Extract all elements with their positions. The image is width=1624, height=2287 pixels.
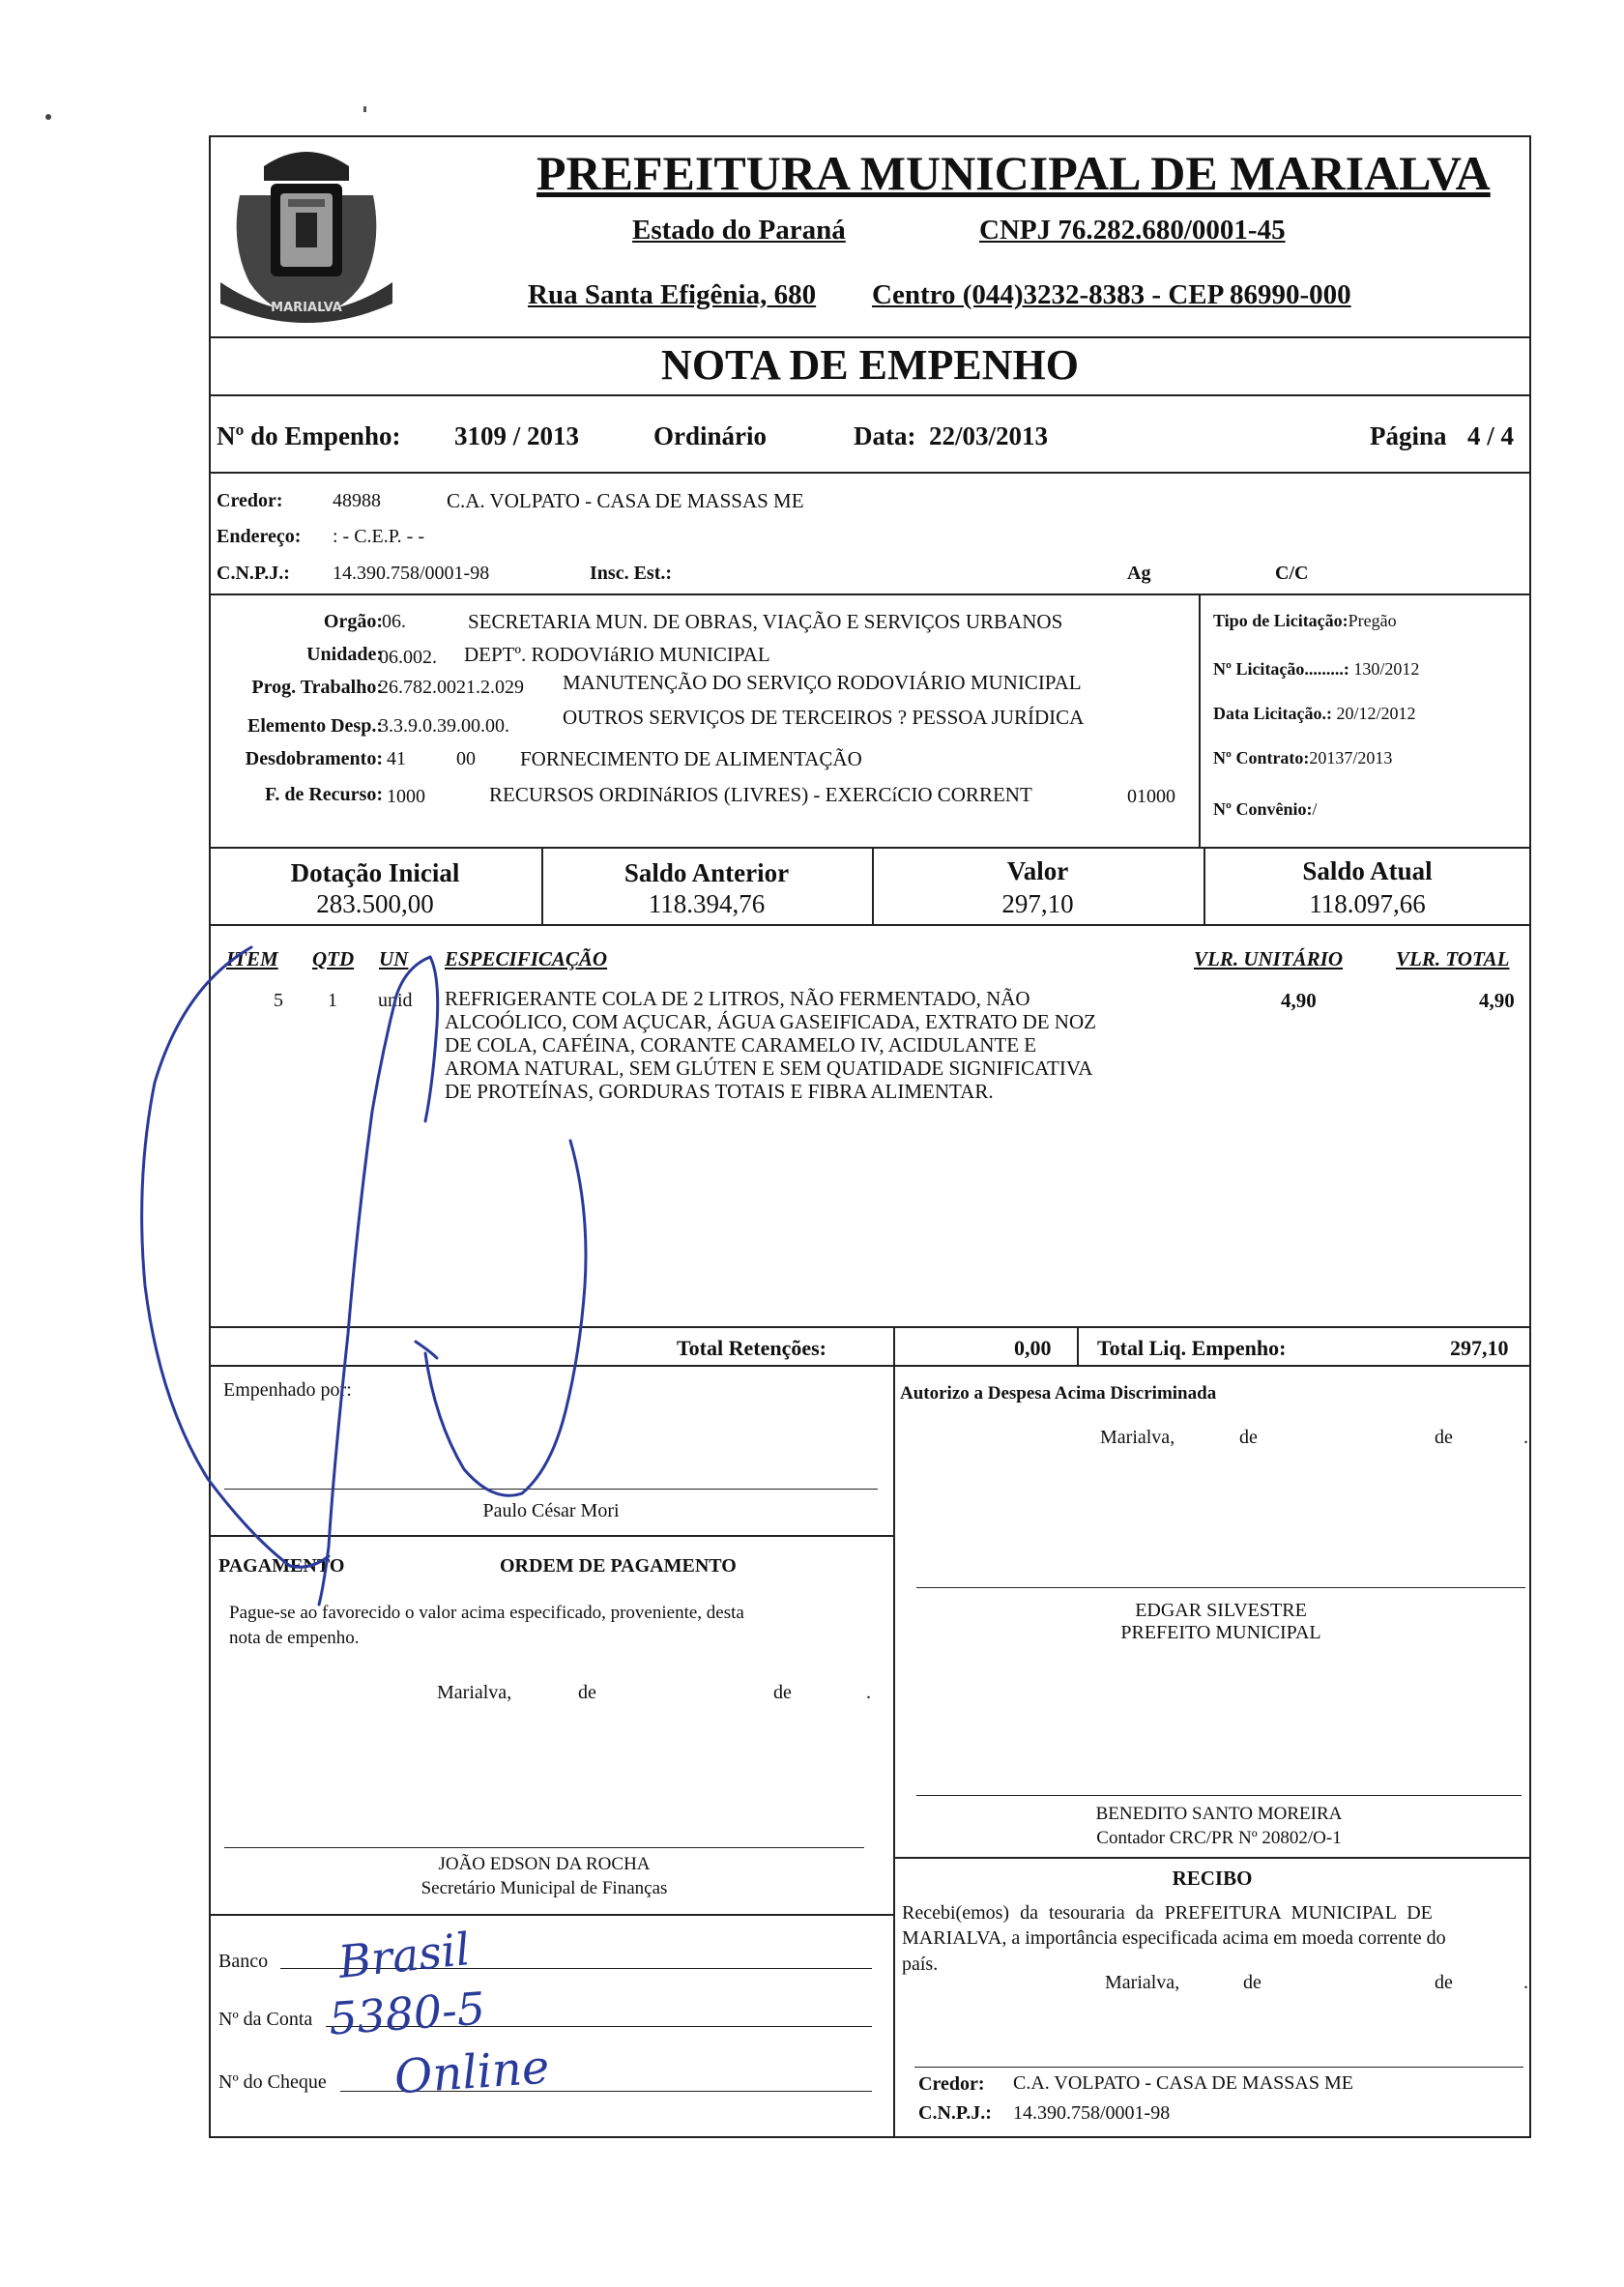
recibo-dot: .	[1523, 1972, 1528, 1993]
item-desc-line: DE COLA, CAFÉINA, CORANTE CARAMELO IV, ACIDULANTE E	[445, 1033, 1037, 1057]
page-label: Página	[1370, 421, 1447, 450]
handwritten-cheque: Online	[392, 2040, 552, 2105]
autorizo-city: Marialva,	[1100, 1427, 1175, 1448]
recibo-line2: MARIALVA, a importância especificada acima em moeda corrente do	[902, 1927, 1446, 1949]
item-qtd: 1	[328, 990, 337, 1011]
cnpj-label: C.N.P.J.:	[217, 563, 290, 584]
prog-trabalho-label: Prog. Trabalho:	[251, 677, 383, 698]
col-header-qtd: QTD	[312, 947, 355, 970]
recibo-de1: de	[1243, 1972, 1262, 1993]
desdobramento-code1: 41	[387, 748, 406, 769]
pagamento-text-line1: Pague-se ao favorecido o valor acima especificado, proveniente, desta	[229, 1603, 744, 1623]
total-retencoes-label: Total Retenções:	[677, 1336, 826, 1360]
insc-est-label: Insc. Est.:	[590, 563, 673, 584]
tipo-licitacao-label-text: Tipo de Licitação:	[1213, 611, 1348, 630]
pagamento-label: PAGAMENTO	[218, 1555, 345, 1577]
saldo-anterior-label: Saldo Anterior	[624, 858, 790, 887]
recibo-line1: Recebi(emos) da tesouraria da PREFEITURA MUNICIPAL DE	[902, 1902, 1433, 1924]
header-contact: Centro (044)3232-8383 - CEP 86990-000	[872, 279, 1351, 310]
data-licitacao-value: 20/12/2012	[1336, 704, 1416, 723]
empenho-date: 22/03/2013	[929, 421, 1049, 450]
fonte-recurso-desc: RECURSOS ORDINáRIOS (LIVRES) - EXERCíCIO CORRENT	[489, 783, 1032, 806]
valor-value: 297,10	[1001, 889, 1074, 918]
item-desc-line: AROMA NATURAL, SEM GLÚTEN E SEM QUATIDADE SIGNIFICATIVA	[445, 1057, 1093, 1080]
saldo-anterior-value: 118.394,76	[648, 889, 766, 918]
empenhado-por-name: Paulo César Mori	[482, 1500, 620, 1521]
cnpj-value: 14.390.758/0001-98	[333, 563, 490, 584]
contador-name: BENEDITO SANTO MOREIRA	[1095, 1804, 1343, 1824]
credor-label: Credor:	[217, 490, 283, 511]
elemento-desc: OUTROS SERVIÇOS DE TERCEIROS ? PESSOA JURÍDICA	[563, 706, 1085, 729]
empenho-number: 3109 / 2013	[454, 421, 580, 450]
recibo-city: Marialva,	[1105, 1972, 1180, 1993]
handwritten-banco: Brasil	[335, 1923, 473, 1988]
credor-code: 48988	[333, 490, 381, 511]
dotacao-inicial-label: Dotação Inicial	[290, 858, 460, 887]
total-retencoes-value: 0,00	[1014, 1336, 1052, 1360]
col-header-especificacao: ESPECIFICAÇÃO	[445, 947, 608, 970]
recibo-cnpj-value: 14.390.758/0001-98	[1013, 2102, 1171, 2124]
ag-label: Ag	[1127, 563, 1151, 584]
convenio-value: /	[1312, 799, 1318, 819]
fonte-recurso-label: F. de Recurso:	[264, 784, 383, 805]
contrato-label: Nº Contrato:	[1213, 748, 1310, 767]
prefeito-name: EDGAR SILVESTRE	[1135, 1600, 1307, 1621]
cheque-label: Nº do Cheque	[218, 2071, 327, 2093]
autorizo-de2: de	[1435, 1427, 1453, 1448]
recibo-credor-label: Credor:	[918, 2073, 985, 2095]
item-desc-line: REFRIGERANTE COLA DE 2 LITROS, NÃO FERMENTADO, NÃO	[445, 987, 1030, 1010]
col-header-item: ITEM	[226, 947, 278, 970]
contador-role: Contador CRC/PR Nº 20802/O-1	[1096, 1828, 1342, 1848]
item-un: unid	[378, 990, 413, 1011]
header-cnpj: CNPJ 76.282.680/0001-45	[979, 215, 1286, 246]
handwritten-conta: 5380-5	[327, 1982, 487, 2045]
prefeito-role: PREFEITO MUNICIPAL	[1120, 1622, 1321, 1643]
endereco-value: : - C.E.P. - -	[333, 526, 424, 547]
item-desc-line: ALCOÓLICO, COM AÇUCAR, ÁGUA GASEIFICADA, EXTRATO DE NOZ	[445, 1010, 1096, 1033]
total-liq-value: 297,10	[1450, 1336, 1509, 1360]
empenho-label: Nº do Empenho:	[217, 421, 401, 450]
elemento-code: 3.3.9.0.39.00.00.	[379, 715, 509, 737]
data-licitacao-label: Data Licitação.:	[1213, 704, 1332, 723]
item-desc-line: DE PROTEÍNAS, GORDURAS TOTAIS E FIBRA ALIMENTAR.	[445, 1080, 994, 1103]
item-vlr-total: 4,90	[1479, 989, 1515, 1012]
saldo-atual-label: Saldo Atual	[1302, 856, 1433, 885]
pagamento-de2: de	[773, 1682, 792, 1703]
autorizo-dot: .	[1523, 1427, 1528, 1448]
pagamento-de1: de	[578, 1682, 596, 1703]
conta-label: Nº da Conta	[218, 2009, 313, 2030]
pagamento-text-line2: nota de empenho.	[229, 1628, 360, 1648]
item-number: 5	[274, 990, 283, 1011]
unidade-label: Unidade:	[306, 644, 383, 665]
recibo-credor-value: C.A. VOLPATO - CASA DE MASSAS ME	[1013, 2072, 1353, 2094]
prog-trabalho-code: 26.782.0021.2.029	[379, 677, 524, 698]
orgao-desc: SECRETARIA MUN. DE OBRAS, VIAÇÃO E SERVIÇOS URBANOS	[468, 610, 1063, 633]
col-header-vlr-unitario: VLR. UNITÁRIO	[1194, 947, 1344, 970]
empenho-tipo: Ordinário	[653, 421, 768, 450]
recibo-de2: de	[1435, 1972, 1453, 1993]
empenho-date-label: Data:	[854, 421, 916, 450]
num-licitacao-label: Nº Licitação.........:	[1213, 659, 1349, 679]
cc-label: C/C	[1275, 563, 1309, 584]
banco-label: Banco	[218, 1951, 269, 1972]
fonte-recurso-code: 1000	[387, 786, 425, 807]
orgao-code: 06.	[382, 611, 406, 632]
seal-text: MARIALVA	[271, 301, 342, 315]
header-address: Rua Santa Efigênia, 680	[528, 279, 817, 310]
prog-trabalho-desc: MANUTENÇÃO DO SERVIÇO RODOVIÁRIO MUNICIPAL	[563, 671, 1082, 694]
num-licitacao-value: 130/2012	[1353, 659, 1420, 679]
col-header-un: UN	[379, 947, 409, 970]
autorizo-label: Autorizo a Despesa Acima Discriminada	[900, 1383, 1217, 1404]
recibo-title: RECIBO	[1172, 1867, 1253, 1890]
pagamento-dot: .	[866, 1682, 871, 1703]
recibo-cnpj-label: C.N.P.J.:	[918, 2102, 992, 2124]
desdobramento-label: Desdobramento:	[245, 748, 383, 769]
doc-title: NOTA DE EMPENHO	[661, 341, 1079, 389]
unidade-code: 06.002.	[379, 647, 437, 668]
elemento-label: Elemento Desp.:	[247, 715, 383, 737]
item-vlr-unitario: 4,90	[1281, 989, 1317, 1012]
autorizo-de1: de	[1239, 1427, 1258, 1448]
header-estado: Estado do Paraná	[632, 215, 846, 246]
tipo-licitacao-value: Pregão	[1348, 611, 1397, 630]
dotacao-inicial-value: 283.500,00	[316, 889, 434, 918]
convenio-label: Nº Convênio:	[1213, 799, 1313, 819]
total-liq-label: Total Liq. Empenho:	[1097, 1336, 1287, 1360]
recibo-line3: país.	[902, 1954, 939, 1975]
endereco-label: Endereço:	[217, 526, 302, 547]
unidade-desc: DEPTº. RODOVIáRIO MUNICIPAL	[464, 643, 770, 666]
orgao-label: Orgão:	[323, 611, 383, 632]
secretario-role: Secretário Municipal de Finanças	[420, 1878, 668, 1898]
ordem-pagamento-label: ORDEM DE PAGAMENTO	[500, 1555, 737, 1577]
desdobramento-desc: FORNECIMENTO DE ALIMENTAÇÃO	[520, 747, 862, 770]
fonte-recurso-code2: 01000	[1127, 786, 1175, 807]
contrato-value: 20137/2013	[1309, 748, 1393, 767]
page-number: 4 / 4	[1467, 421, 1515, 450]
valor-label: Valor	[1006, 856, 1069, 885]
desdobramento-code2: 00	[456, 748, 476, 769]
col-header-vlr-total: VLR. TOTAL	[1396, 947, 1510, 970]
pagamento-city: Marialva,	[437, 1682, 512, 1703]
secretario-name: JOÃO EDSON DA ROCHA	[438, 1854, 651, 1874]
page-title: PREFEITURA MUNICIPAL DE MARIALVA	[536, 146, 1491, 200]
empenhado-por-label: Empenhado por:	[223, 1379, 352, 1401]
saldo-atual-value: 118.097,66	[1309, 889, 1426, 918]
credor-name: C.A. VOLPATO - CASA DE MASSAS ME	[447, 489, 804, 512]
